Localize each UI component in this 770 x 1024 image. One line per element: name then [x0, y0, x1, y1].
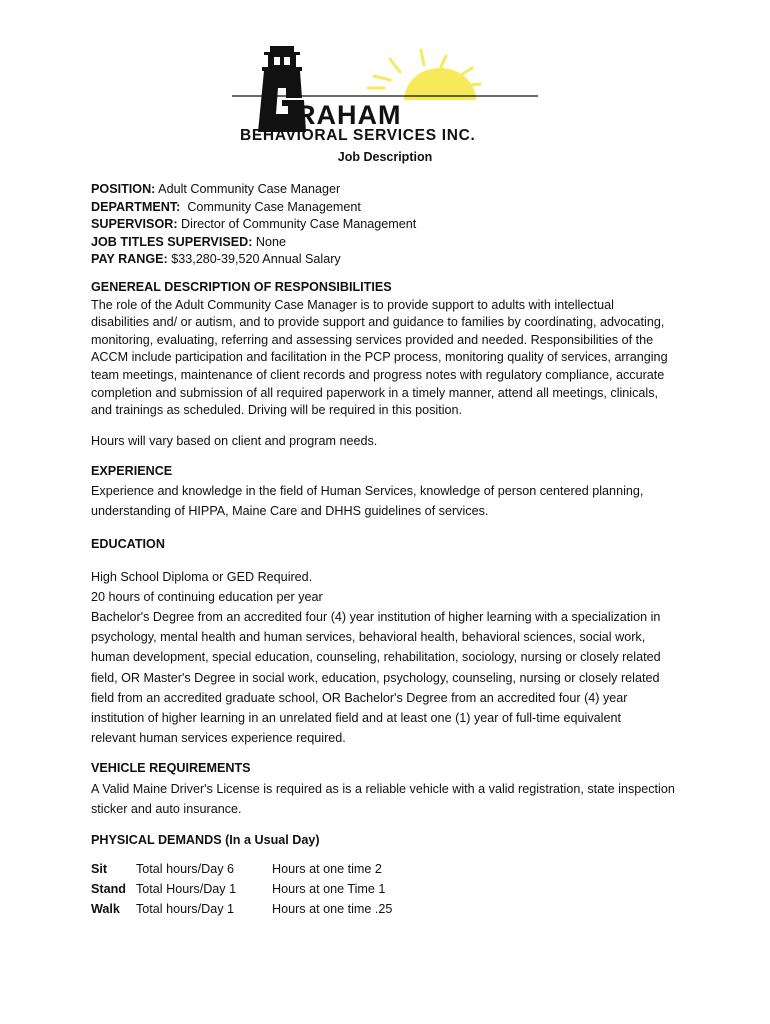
activity-cell: Sit — [91, 861, 108, 876]
paragraph-line: A Valid Maine Driver's License is required as is a reliable vehicle with a valid registration, state inspection — [91, 781, 675, 796]
logo-subtitle: BEHAVIORAL SERVICES INC. — [240, 127, 476, 144]
paragraph-line: The role of the Adult Community Case Manager is to provide support to adults with intellectual — [91, 297, 614, 312]
activity-cell: Stand — [91, 881, 126, 896]
one-time-cell: Hours at one Time 1 — [272, 881, 386, 896]
paragraph-line: field, OR Master's Degree in social work, education, psychology, counseling, nursing or closely related — [91, 670, 660, 685]
field-pay-range: PAY RANGE: $33,280-39,520 Annual Salary — [91, 252, 341, 267]
paragraph-line: disabilities and/ or autism, and to provide support and guidance to families by coordinating, advocating, — [91, 315, 665, 330]
total-hours-cell: Total hours/Day 6 — [136, 861, 235, 876]
paragraph-line: Bachelor's Degree from an accredited four (4) year institution of higher learning with a specialization in — [91, 609, 661, 624]
paragraph-line: ACCM include participation and facilitation in the PCP process, monitoring quality of services, arranging — [91, 350, 668, 365]
paragraph-line: field from an accredited graduate school, OR Bachelor's Degree from an accredited four (4) year — [91, 690, 628, 705]
field-department: DEPARTMENT: Community Case Management — [91, 199, 361, 214]
activity-cell: Walk — [91, 901, 120, 916]
paragraph-line: human development, special education, counseling, rehabilitation, sociology, nursing or closely related — [91, 650, 661, 665]
physical-demands-table — [91, 860, 392, 920]
company-logo — [228, 40, 540, 148]
total-hours-cell: Total Hours/Day 1 — [136, 881, 237, 896]
document-title: Job Description — [337, 150, 433, 164]
section-physical-demands — [91, 832, 691, 920]
section-experience — [91, 463, 691, 521]
section-education — [91, 534, 691, 748]
table-row — [91, 860, 392, 880]
paragraph-line: sticker and auto insurance. — [91, 801, 242, 816]
position-fields — [91, 181, 691, 269]
hours-note: Hours will vary based on client and program needs. — [91, 433, 378, 448]
paragraph-line: Experience and knowledge in the field of Human Services, knowledge of person centered planning, — [91, 483, 644, 498]
section-heading: PHYSICAL DEMANDS (In a Usual Day) — [91, 832, 320, 847]
paragraph-line: psychology, mental health and human services, behavioral health, behavioral sciences, social work, — [91, 630, 646, 645]
total-hours-cell: Total hours/Day 1 — [136, 901, 235, 916]
section-heading: VEHICLE REQUIREMENTS — [91, 761, 251, 776]
paragraph-line: completion and submission of all required paperwork in a timely manner, attend all meetings, clinicals, — [91, 385, 659, 400]
section-heading: EDUCATION — [91, 537, 165, 552]
field-supervisor: SUPERVISOR: Director of Community Case Management — [91, 217, 417, 232]
one-time-cell: Hours at one time 2 — [272, 861, 382, 876]
section-heading: GENEREAL DESCRIPTION OF RESPONSIBILITIES — [91, 279, 392, 294]
paragraph-line: team meetings, maintenance of client records and progress notes with regulatory compliance, accurate — [91, 367, 665, 382]
one-time-cell: Hours at one time .25 — [272, 901, 393, 916]
paragraph-line: institution of higher learning in an unrelated field and at least one (1) year of full-time equivalent — [91, 710, 621, 725]
paragraph-line: and trainings as scheduled. Driving will be required in this position. — [91, 403, 463, 418]
logo-name: RAHAM — [296, 100, 402, 130]
section-general-description — [91, 279, 691, 450]
field-position: POSITION: Adult Community Case Manager — [91, 182, 341, 196]
section-vehicle-requirements — [91, 758, 691, 819]
table-row — [91, 880, 392, 900]
paragraph-line: understanding of HIPPA, Maine Care and DHHS guidelines of services. — [91, 504, 489, 519]
field-job-titles-supervised: JOB TITLES SUPERVISED: None — [91, 234, 287, 249]
paragraph-line: 20 hours of continuing education per year — [91, 589, 323, 604]
table-row — [91, 900, 392, 920]
document-body — [91, 181, 691, 920]
paragraph-line: monitoring, evaluating, referring and assessing services provided and needed. Responsibilities of the — [91, 332, 654, 347]
paragraph-line: relevant human services experience required. — [91, 731, 346, 746]
paragraph-line: High School Diploma or GED Required. — [91, 569, 313, 584]
section-heading: EXPERIENCE — [91, 464, 173, 479]
